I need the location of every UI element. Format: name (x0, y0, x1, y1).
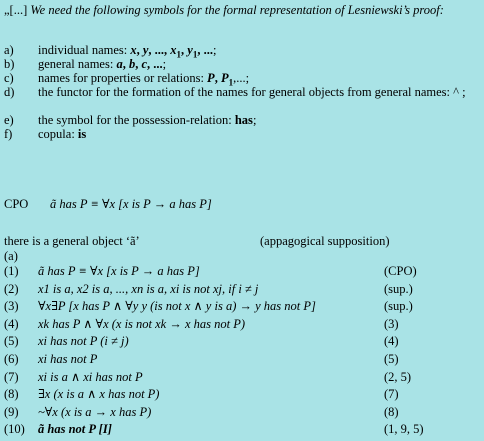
proof-step-reference: (sup.) (384, 299, 413, 313)
list-label: d) (4, 85, 15, 99)
proof-step-reference: (1, 9, 5) (384, 422, 424, 436)
list-item: the symbol for the possession-relation: has; (38, 113, 257, 127)
proof-start: (a) (4, 249, 18, 263)
proof-step-number: (2) (4, 282, 19, 296)
intro-open: „[...] (4, 3, 28, 17)
list-item: names for properties or relations: P, $P_1$,...; (38, 71, 250, 88)
proof-step-number: (9) (4, 405, 19, 419)
proof-step-reference: (2, 5) (384, 370, 412, 384)
proof-step-formula: x1 is a, x2 is a, ..., xn is a, xi is not xj, if i ≠ j (38, 282, 259, 296)
list-item: individual names: x, y, ..., $x_1$, $y_1$, ...; (38, 43, 217, 60)
proof-step-reference: (4) (384, 334, 399, 348)
list-item: general names: a, b, c, ...; (38, 57, 167, 71)
cpo-label: CPO (4, 197, 29, 211)
list-label: e) (4, 113, 14, 127)
proof-step-formula: xi has not P (i ≠ j) (38, 334, 129, 348)
list-label: c) (4, 71, 14, 85)
proof-step-number: (5) (4, 334, 19, 348)
proof-step-reference: (7) (384, 387, 399, 401)
premise-note: (appagogical supposition) (260, 234, 390, 248)
proof-step-formula: xi has not P (38, 352, 98, 366)
intro-paragraph (4, 3, 480, 17)
proof-step-number: (3) (4, 299, 19, 313)
proof-step-formula: ∃x (x is a ∧ x has not P) (38, 387, 160, 401)
proof-step-reference: (3) (384, 317, 399, 331)
proof-step-reference: (5) (384, 352, 399, 366)
proof-step-reference: (8) (384, 405, 399, 419)
proof-step-number: (4) (4, 317, 19, 331)
proof-step-formula: ã has P ≡ ∀x [x is P → a has P] (38, 264, 200, 278)
proof-step-formula: ~∀x (x is a → x has P) (38, 405, 152, 419)
proof-step-formula: xk has P ∧ ∀x (x is not xk → x has not P) (38, 317, 246, 331)
proof-step-number: (6) (4, 352, 19, 366)
premise-text: there is a general object ‘ã’ (4, 234, 140, 248)
proof-step-formula: ã has not P [I] (38, 422, 112, 436)
proof-step-number: (8) (4, 387, 19, 401)
list-label: f) (4, 127, 13, 141)
cpo-formula: ã has P ≡ ∀x [x is P → a has P] (50, 197, 212, 211)
proof-step-formula: ∀x∃P [x has P ∧ ∀y y (is not x ∧ y is a) → y has not P] (38, 299, 316, 313)
intro-text: We need the following symbols for the formal representation of Lesniewski’s proof: (30, 3, 444, 17)
proof-step-number: (10) (4, 422, 25, 436)
list-item: copula: is (38, 127, 87, 141)
list-item: the functor for the formation of the names for general objects from general names: ^ ; (38, 85, 466, 99)
proof-step-number: (7) (4, 370, 19, 384)
proof-step-reference: (sup.) (384, 282, 413, 296)
list-label: b) (4, 57, 15, 71)
proof-step-formula: xi is a ∧ xi has not P (38, 370, 143, 384)
list-label: a) (4, 43, 14, 57)
proof-step-reference: (CPO) (384, 264, 417, 278)
proof-step-number: (1) (4, 264, 19, 278)
